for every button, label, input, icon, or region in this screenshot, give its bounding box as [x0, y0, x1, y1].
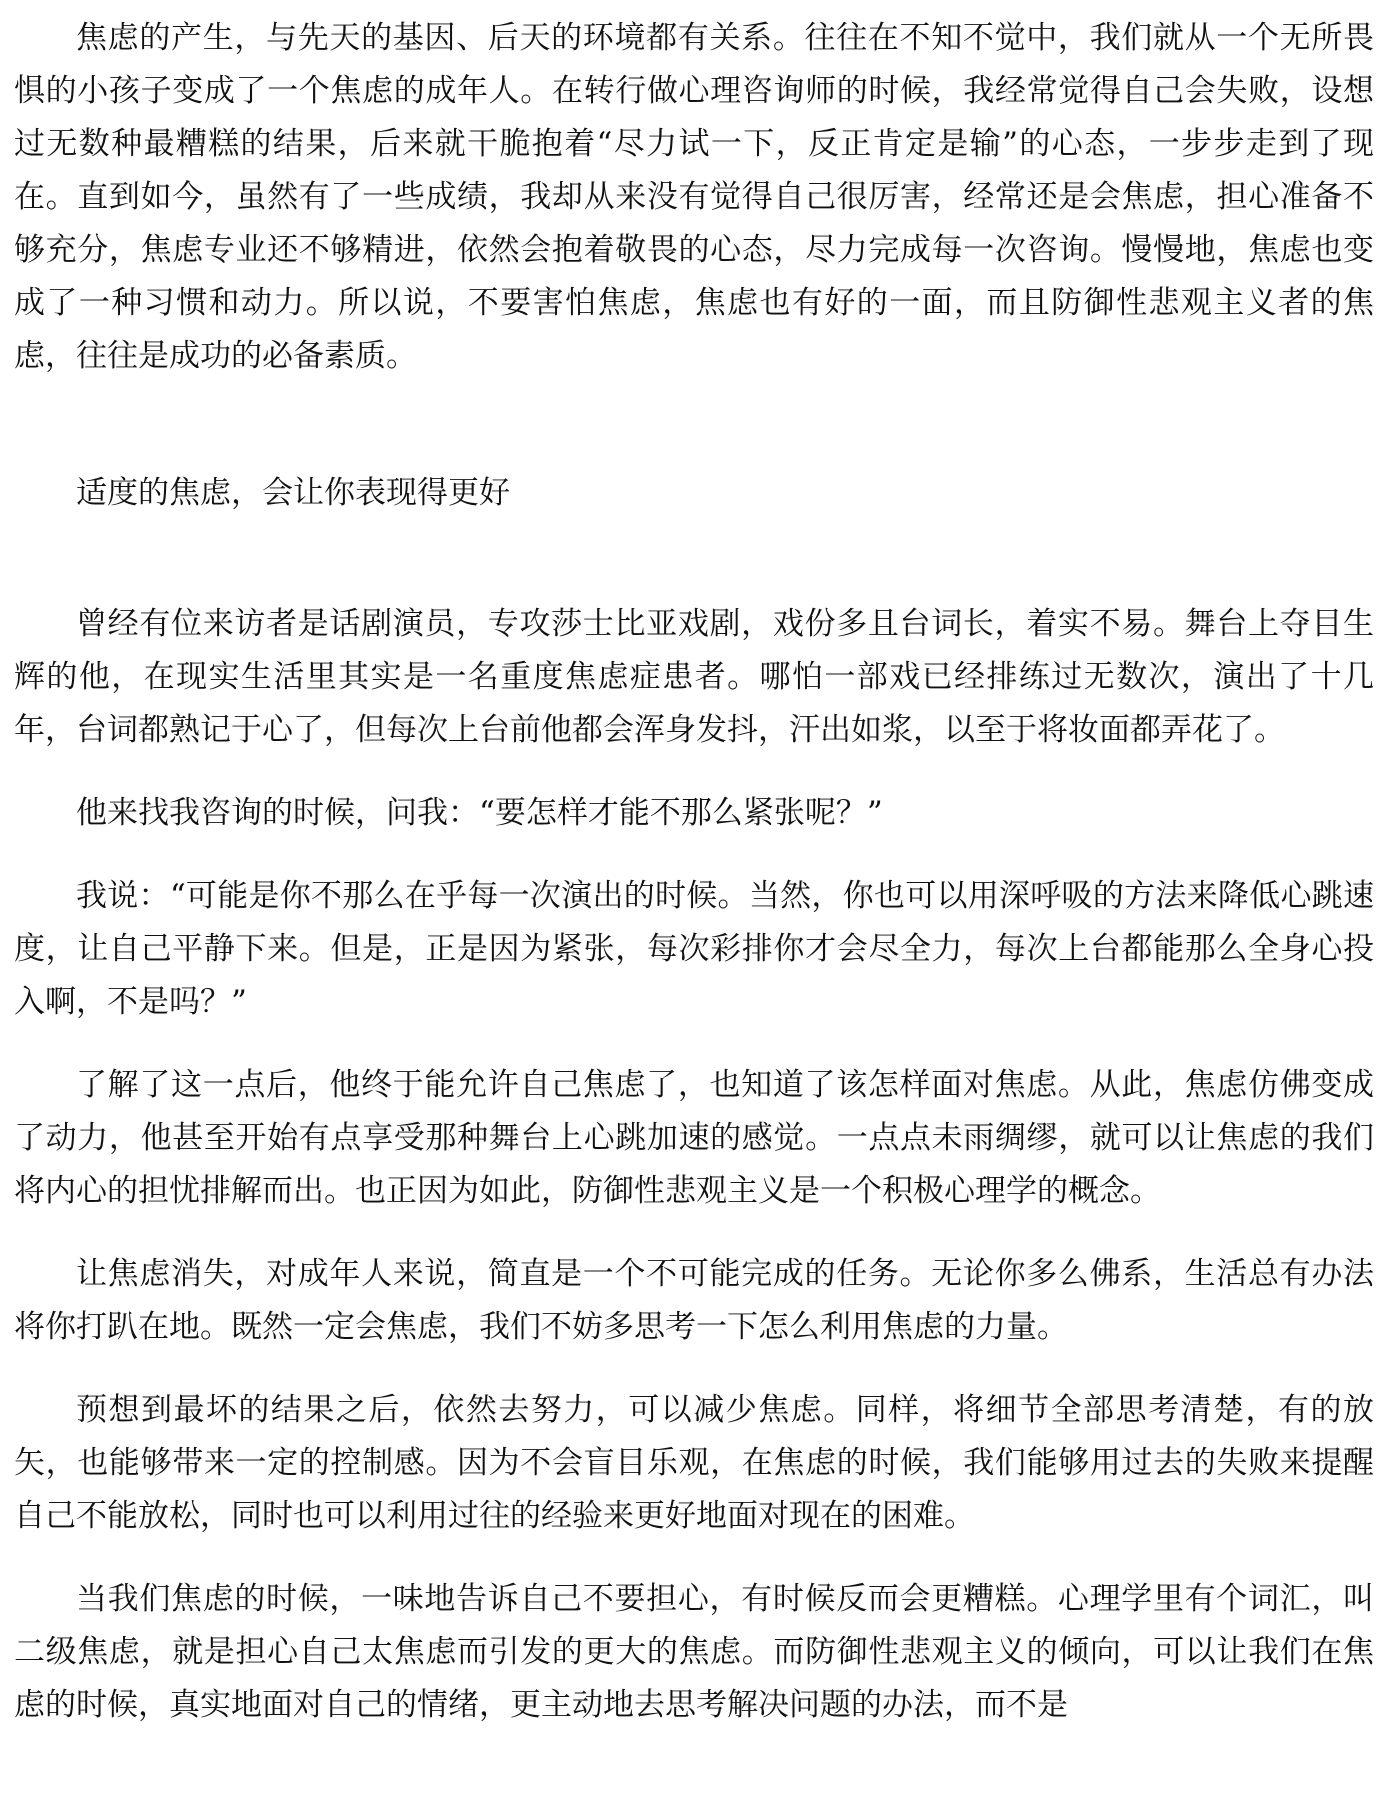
paragraph-intro: 焦虑的产生，与先天的基因、后天的环境都有关系。往往在不知不觉中，我们就从一个无所畏惧的小孩子变成了一个焦虑的成年人。在转行做心理咨询师的时候，我经常觉得自己会失败，设想过无数种最糟糕的结果，后来就干脆抱着“尽力试一下，反正肯定是输”的心态，一步步走到了现在。直到如今，虽然有了一些成绩，我却从来没有觉得自己很厉害，经常还是会焦虑，担心准备不够充分，焦虑专业还不够精进，依然会抱着敬畏的心态，尽力完成每一次咨询。慢慢地，焦虑也变成了一种习惯和动力。所以说，不要害怕焦虑，焦虑也有好的一面，而且防御性悲观主义者的焦虑，往往是成功的必备素质。	[14, 20, 1374, 374]
paragraph: 预想到最坏的结果之后，依然去努力，可以减少焦虑。同样，将细节全部思考清楚，有的放矢，也能够带来一定的控制感。因为不会盲目乐观，在焦虑的时候，我们能够用过去的失败来提醒自己不能放松，同时也可以利用过往的经验来更好地面对现在的困难。	[14, 1392, 1374, 1534]
document-page	[14, 12, 1374, 1732]
paragraph: 让焦虑消失，对成年人来说，简直是一个不可能完成的任务。无论你多么佛系，生活总有办法将你打趴在地。既然一定会焦虑，我们不妨多思考一下怎么利用焦虑的力量。	[14, 1256, 1374, 1345]
paragraph: 当我们焦虑的时候，一味地告诉自己不要担心，有时候反而会更糟糕。心理学里有个词汇，叫二级焦虑，就是担心自己太焦虑而引发的更大的焦虑。而防御性悲观主义的倾向，可以让我们在焦虑的时候，真实地面对自己的情绪，更主动地去思考解决问题的办法，而不是	[14, 1581, 1374, 1723]
paragraph: 曾经有位来访者是话剧演员，专攻莎士比亚戏剧，戏份多且台词长，着实不易。舞台上夺目生辉的他，在现实生活里其实是一名重度焦虑症患者。哪怕一部戏已经排练过无数次，演出了十几年，台词都熟记于心了，但每次上台前他都会浑身发抖，汗出如浆，以至于将妆面都弄花了。	[14, 606, 1374, 748]
paragraph: 我说：“可能是你不那么在乎每一次演出的时候。当然，你也可以用深呼吸的方法来降低心跳速度，让自己平静下来。但是，正是因为紧张，每次彩排你才会尽全力，每次上台都能那么全身心投入啊，不是吗？”	[14, 878, 1374, 1020]
paragraph: 他来找我咨询的时候，问我：“要怎样才能不那么紧张呢？”	[76, 795, 883, 831]
section-heading: 适度的焦虑，会让你表现得更好	[76, 475, 510, 511]
paragraph: 了解了这一点后，他终于能允许自己焦虑了，也知道了该怎样面对焦虑。从此，焦虑仿佛变成了动力，他甚至开始有点享受那种舞台上心跳加速的感觉。一点点未雨绸缪，就可以让焦虑的我们将内心的担忧排解而出。也正因为如此，防御性悲观主义是一个积极心理学的概念。	[14, 1067, 1374, 1209]
